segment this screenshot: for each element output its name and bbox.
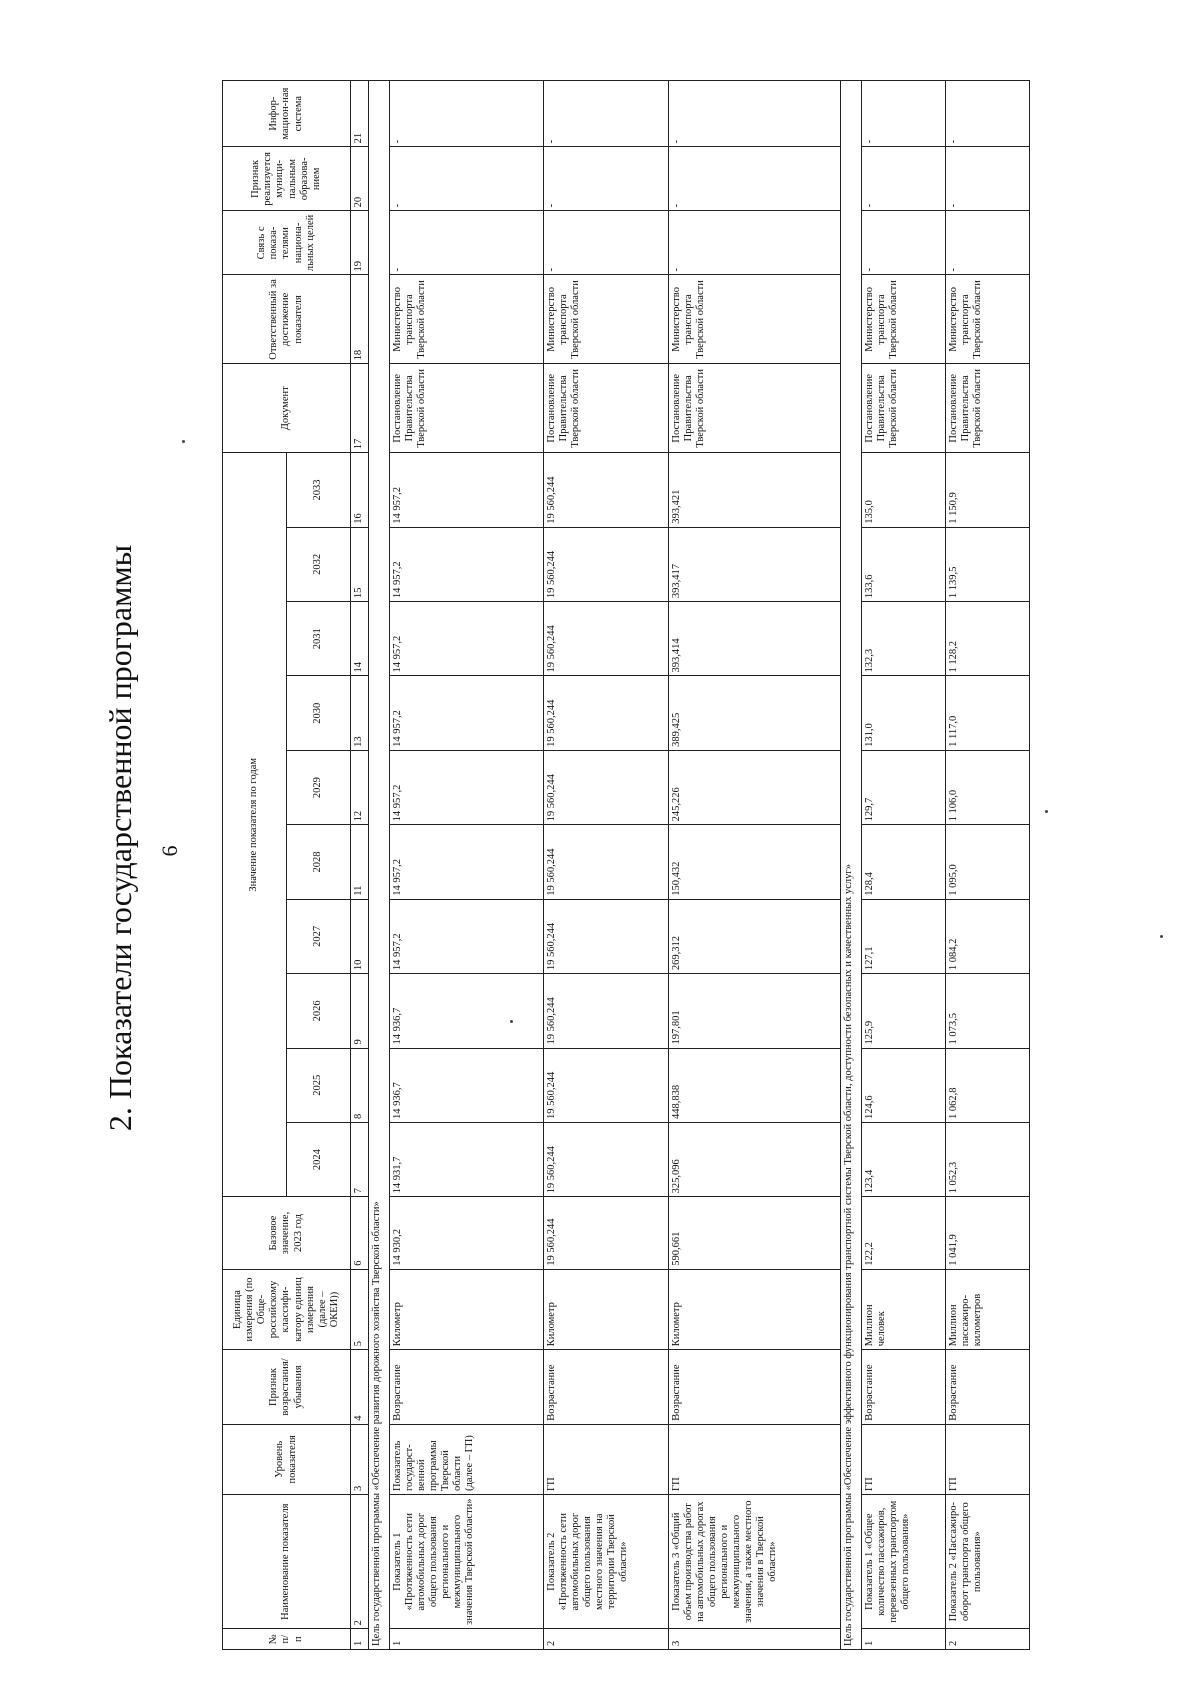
year-value: 1 117,0 (945, 676, 1029, 750)
header-base: Базовое значение, 2023 год (223, 1197, 351, 1269)
year-value: 128,4 (861, 825, 945, 899)
header-year: 2026 (287, 974, 351, 1048)
document-cell: Постановление Правительства Тверской области (945, 364, 1029, 453)
year-value: 14 957,2 (389, 825, 543, 899)
document-cell: Постановление Правительства Тверской области (389, 364, 543, 453)
header-values-by-year: Значение показателя по годам (223, 453, 287, 1197)
indicators-table-body (351, 81, 1030, 1650)
municipal-flag: - (861, 147, 945, 211)
year-value: 1 128,2 (945, 602, 1029, 676)
year-value: 197,801 (668, 974, 840, 1048)
column-number: 12 (351, 750, 369, 824)
header-name: Наименование показателя (223, 1494, 351, 1628)
info-system-cell: - (543, 81, 668, 147)
year-value: 19 560,244 (543, 1048, 668, 1122)
year-value: 14 936,7 (389, 1048, 543, 1122)
header-year: 2024 (287, 1122, 351, 1196)
responsible-cell: Министерство транспорта Тверской области (668, 275, 840, 364)
year-value: 14 936,7 (389, 974, 543, 1048)
header-municipal: Признак реализуется муници-пальным образова-нием (223, 147, 351, 211)
municipal-flag: - (668, 147, 840, 211)
year-value: 393,417 (668, 527, 840, 601)
header-year: 2028 (287, 825, 351, 899)
year-value: 132,3 (861, 602, 945, 676)
table-row (668, 81, 840, 1650)
responsible-cell: Министерство транспорта Тверской области (543, 275, 668, 364)
table-row (945, 81, 1029, 1650)
year-value: 245,226 (668, 750, 840, 824)
indicator-name: Показатель 2 «Протяженность сети автомобильных дорог общего пользования местного значения на территории Тверской области» (543, 1494, 668, 1628)
indicator-trend: Возрастание (668, 1350, 840, 1424)
rotated-table-container (222, 80, 1030, 1650)
year-value: 389,425 (668, 676, 840, 750)
column-number: 4 (351, 1350, 369, 1424)
header-trend: Признак возрастания/ убывания (223, 1350, 351, 1424)
municipal-flag: - (389, 147, 543, 211)
base-value: 1 041,9 (945, 1197, 1029, 1269)
header-year: 2031 (287, 602, 351, 676)
page-title: 2. Показатели государственной программы (102, 544, 138, 1132)
section-goal: Цель государственной программы «Обеспечение эффективного функционирования транспортной системы Тверской области, доступности безопасных и качественных услуг» (841, 81, 862, 1650)
scan-speck (1045, 810, 1048, 813)
year-value: 393,414 (668, 602, 840, 676)
column-number: 1 (351, 1629, 369, 1650)
indicator-level: ГП (945, 1424, 1029, 1494)
header-year: 2029 (287, 750, 351, 824)
year-value: 123,4 (861, 1122, 945, 1196)
header-unit: Единица измерения (по Обще-российскому классифи-катору единиц измерения (далее – ОКЕИ)) (223, 1269, 351, 1350)
header-year: 2033 (287, 453, 351, 527)
indicator-level: Показатель государст-венной программы Тверской области (далее – ГП) (389, 1424, 543, 1494)
year-value: 124,6 (861, 1048, 945, 1122)
year-value: 129,7 (861, 750, 945, 824)
header-year: 2032 (287, 527, 351, 601)
indicator-trend: Возрастание (861, 1350, 945, 1424)
column-number: 20 (351, 147, 369, 211)
info-system-cell: - (861, 81, 945, 147)
page-number: 6 (157, 845, 182, 857)
header-document: Документ (223, 364, 351, 453)
year-value: 14 957,2 (389, 453, 543, 527)
column-number: 18 (351, 275, 369, 364)
header-year: 2030 (287, 676, 351, 750)
year-value: 448,838 (668, 1048, 840, 1122)
indicator-level: ГП (543, 1424, 668, 1494)
indicator-name: Показатель 2 «Пассажиро-оборот транспорта общего пользования» (945, 1494, 1029, 1628)
responsible-cell: Министерство транспорта Тверской области (945, 275, 1029, 364)
year-value: 14 957,2 (389, 602, 543, 676)
year-value: 269,312 (668, 899, 840, 973)
scan-speck (1160, 935, 1163, 938)
column-number: 10 (351, 899, 369, 973)
year-value: 150,432 (668, 825, 840, 899)
column-number: 15 (351, 527, 369, 601)
year-value: 131,0 (861, 676, 945, 750)
column-number: 14 (351, 602, 369, 676)
column-number-row (351, 81, 369, 1650)
year-value: 325,096 (668, 1122, 840, 1196)
year-value: 19 560,244 (543, 602, 668, 676)
indicator-unit: Километр (389, 1269, 543, 1350)
year-value: 19 560,244 (543, 1122, 668, 1196)
document-cell: Постановление Правительства Тверской области (543, 364, 668, 453)
header-link: Связь с показа-телями национа-льных целей (223, 211, 351, 275)
info-system-cell: - (668, 81, 840, 147)
column-number: 19 (351, 211, 369, 275)
column-number: 2 (351, 1494, 369, 1628)
municipal-flag: - (945, 147, 1029, 211)
indicator-level: ГП (861, 1424, 945, 1494)
year-value: 125,9 (861, 974, 945, 1048)
indicator-unit: Миллион человек (861, 1269, 945, 1350)
column-number: 3 (351, 1424, 369, 1494)
indicator-name: Показатель 1 «Протяженность сети автомобильных дорог общего пользования регионального и межмуниципального значения Тверской области» (389, 1494, 543, 1628)
section-goal: Цель государственной программы «Обеспечение развития дорожного хозяйства Тверской области» (369, 81, 390, 1650)
row-number: 2 (543, 1629, 668, 1650)
row-number: 1 (389, 1629, 543, 1650)
row-number: 1 (861, 1629, 945, 1650)
responsible-cell: Министерство транспорта Тверской области (861, 275, 945, 364)
year-value: 1 073,5 (945, 974, 1029, 1048)
indicator-trend: Возрастание (389, 1350, 543, 1424)
indicator-trend: Возрастание (543, 1350, 668, 1424)
municipal-flag: - (543, 147, 668, 211)
year-value: 1 150,9 (945, 453, 1029, 527)
header-responsible: Ответственный за достижение показателя (223, 275, 351, 364)
year-value: 19 560,244 (543, 974, 668, 1048)
year-value: 1 139,5 (945, 527, 1029, 601)
indicator-unit: Миллион пассажиро-километров (945, 1269, 1029, 1350)
indicator-unit: Километр (543, 1269, 668, 1350)
row-number: 3 (668, 1629, 840, 1650)
column-number: 11 (351, 825, 369, 899)
section-goal-row (841, 81, 862, 1650)
year-value: 19 560,244 (543, 750, 668, 824)
header-year: 2027 (287, 899, 351, 973)
year-value: 1 106,0 (945, 750, 1029, 824)
column-number: 5 (351, 1269, 369, 1350)
column-number: 16 (351, 453, 369, 527)
document-cell: Постановление Правительства Тверской области (861, 364, 945, 453)
indicators-table (222, 80, 1030, 1650)
scan-speck (182, 440, 185, 443)
column-number: 21 (351, 81, 369, 147)
year-value: 19 560,244 (543, 676, 668, 750)
year-value: 14 957,2 (389, 676, 543, 750)
year-value: 1 084,2 (945, 899, 1029, 973)
national-goals-link: - (668, 211, 840, 275)
year-value: 19 560,244 (543, 453, 668, 527)
column-number: 17 (351, 364, 369, 453)
indicator-name: Показатель 1 «Общее количество пассажиров, перевезенных транспортом общего пользования» (861, 1494, 945, 1628)
year-value: 393,421 (668, 453, 840, 527)
section-goal-row (369, 81, 390, 1650)
year-value: 14 957,2 (389, 750, 543, 824)
header-year: 2025 (287, 1048, 351, 1122)
responsible-cell: Министерство транспорта Тверской области (389, 275, 543, 364)
base-value: 19 560,244 (543, 1197, 668, 1269)
year-value: 14 931,7 (389, 1122, 543, 1196)
column-number: 8 (351, 1048, 369, 1122)
year-value: 19 560,244 (543, 899, 668, 973)
year-value: 14 957,2 (389, 527, 543, 601)
year-value: 1 095,0 (945, 825, 1029, 899)
table-row (861, 81, 945, 1650)
column-number: 7 (351, 1122, 369, 1196)
year-value: 133,6 (861, 527, 945, 601)
national-goals-link: - (861, 211, 945, 275)
base-value: 122,2 (861, 1197, 945, 1269)
national-goals-link: - (543, 211, 668, 275)
document-cell: Постановление Правительства Тверской области (668, 364, 840, 453)
year-value: 127,1 (861, 899, 945, 973)
header-info-system: Инфор-мацион-ная система (223, 81, 351, 147)
year-value: 1 062,8 (945, 1048, 1029, 1122)
indicator-level: ГП (668, 1424, 840, 1494)
row-number: 2 (945, 1629, 1029, 1650)
year-value: 19 560,244 (543, 527, 668, 601)
info-system-cell: - (389, 81, 543, 147)
table-row (543, 81, 668, 1650)
header-num: № п/п (223, 1629, 351, 1650)
column-number: 13 (351, 676, 369, 750)
base-value: 590,661 (668, 1197, 840, 1269)
info-system-cell: - (945, 81, 1029, 147)
table-row (389, 81, 543, 1650)
indicator-unit: Километр (668, 1269, 840, 1350)
national-goals-link: - (389, 211, 543, 275)
national-goals-link: - (945, 211, 1029, 275)
column-number: 6 (351, 1197, 369, 1269)
indicator-name: Показатель 3 «Общий объем производства работ на автомобильных дорогах общего пользования регионального и межмуниципального значения, а также местного значения в Тверской области» (668, 1494, 840, 1628)
year-value: 19 560,244 (543, 825, 668, 899)
header-level: Уровень показателя (223, 1424, 351, 1494)
year-value: 135,0 (861, 453, 945, 527)
base-value: 14 930,2 (389, 1197, 543, 1269)
indicator-trend: Возрастание (945, 1350, 1029, 1424)
year-value: 1 052,3 (945, 1122, 1029, 1196)
column-number: 9 (351, 974, 369, 1048)
year-value: 14 957,2 (389, 899, 543, 973)
